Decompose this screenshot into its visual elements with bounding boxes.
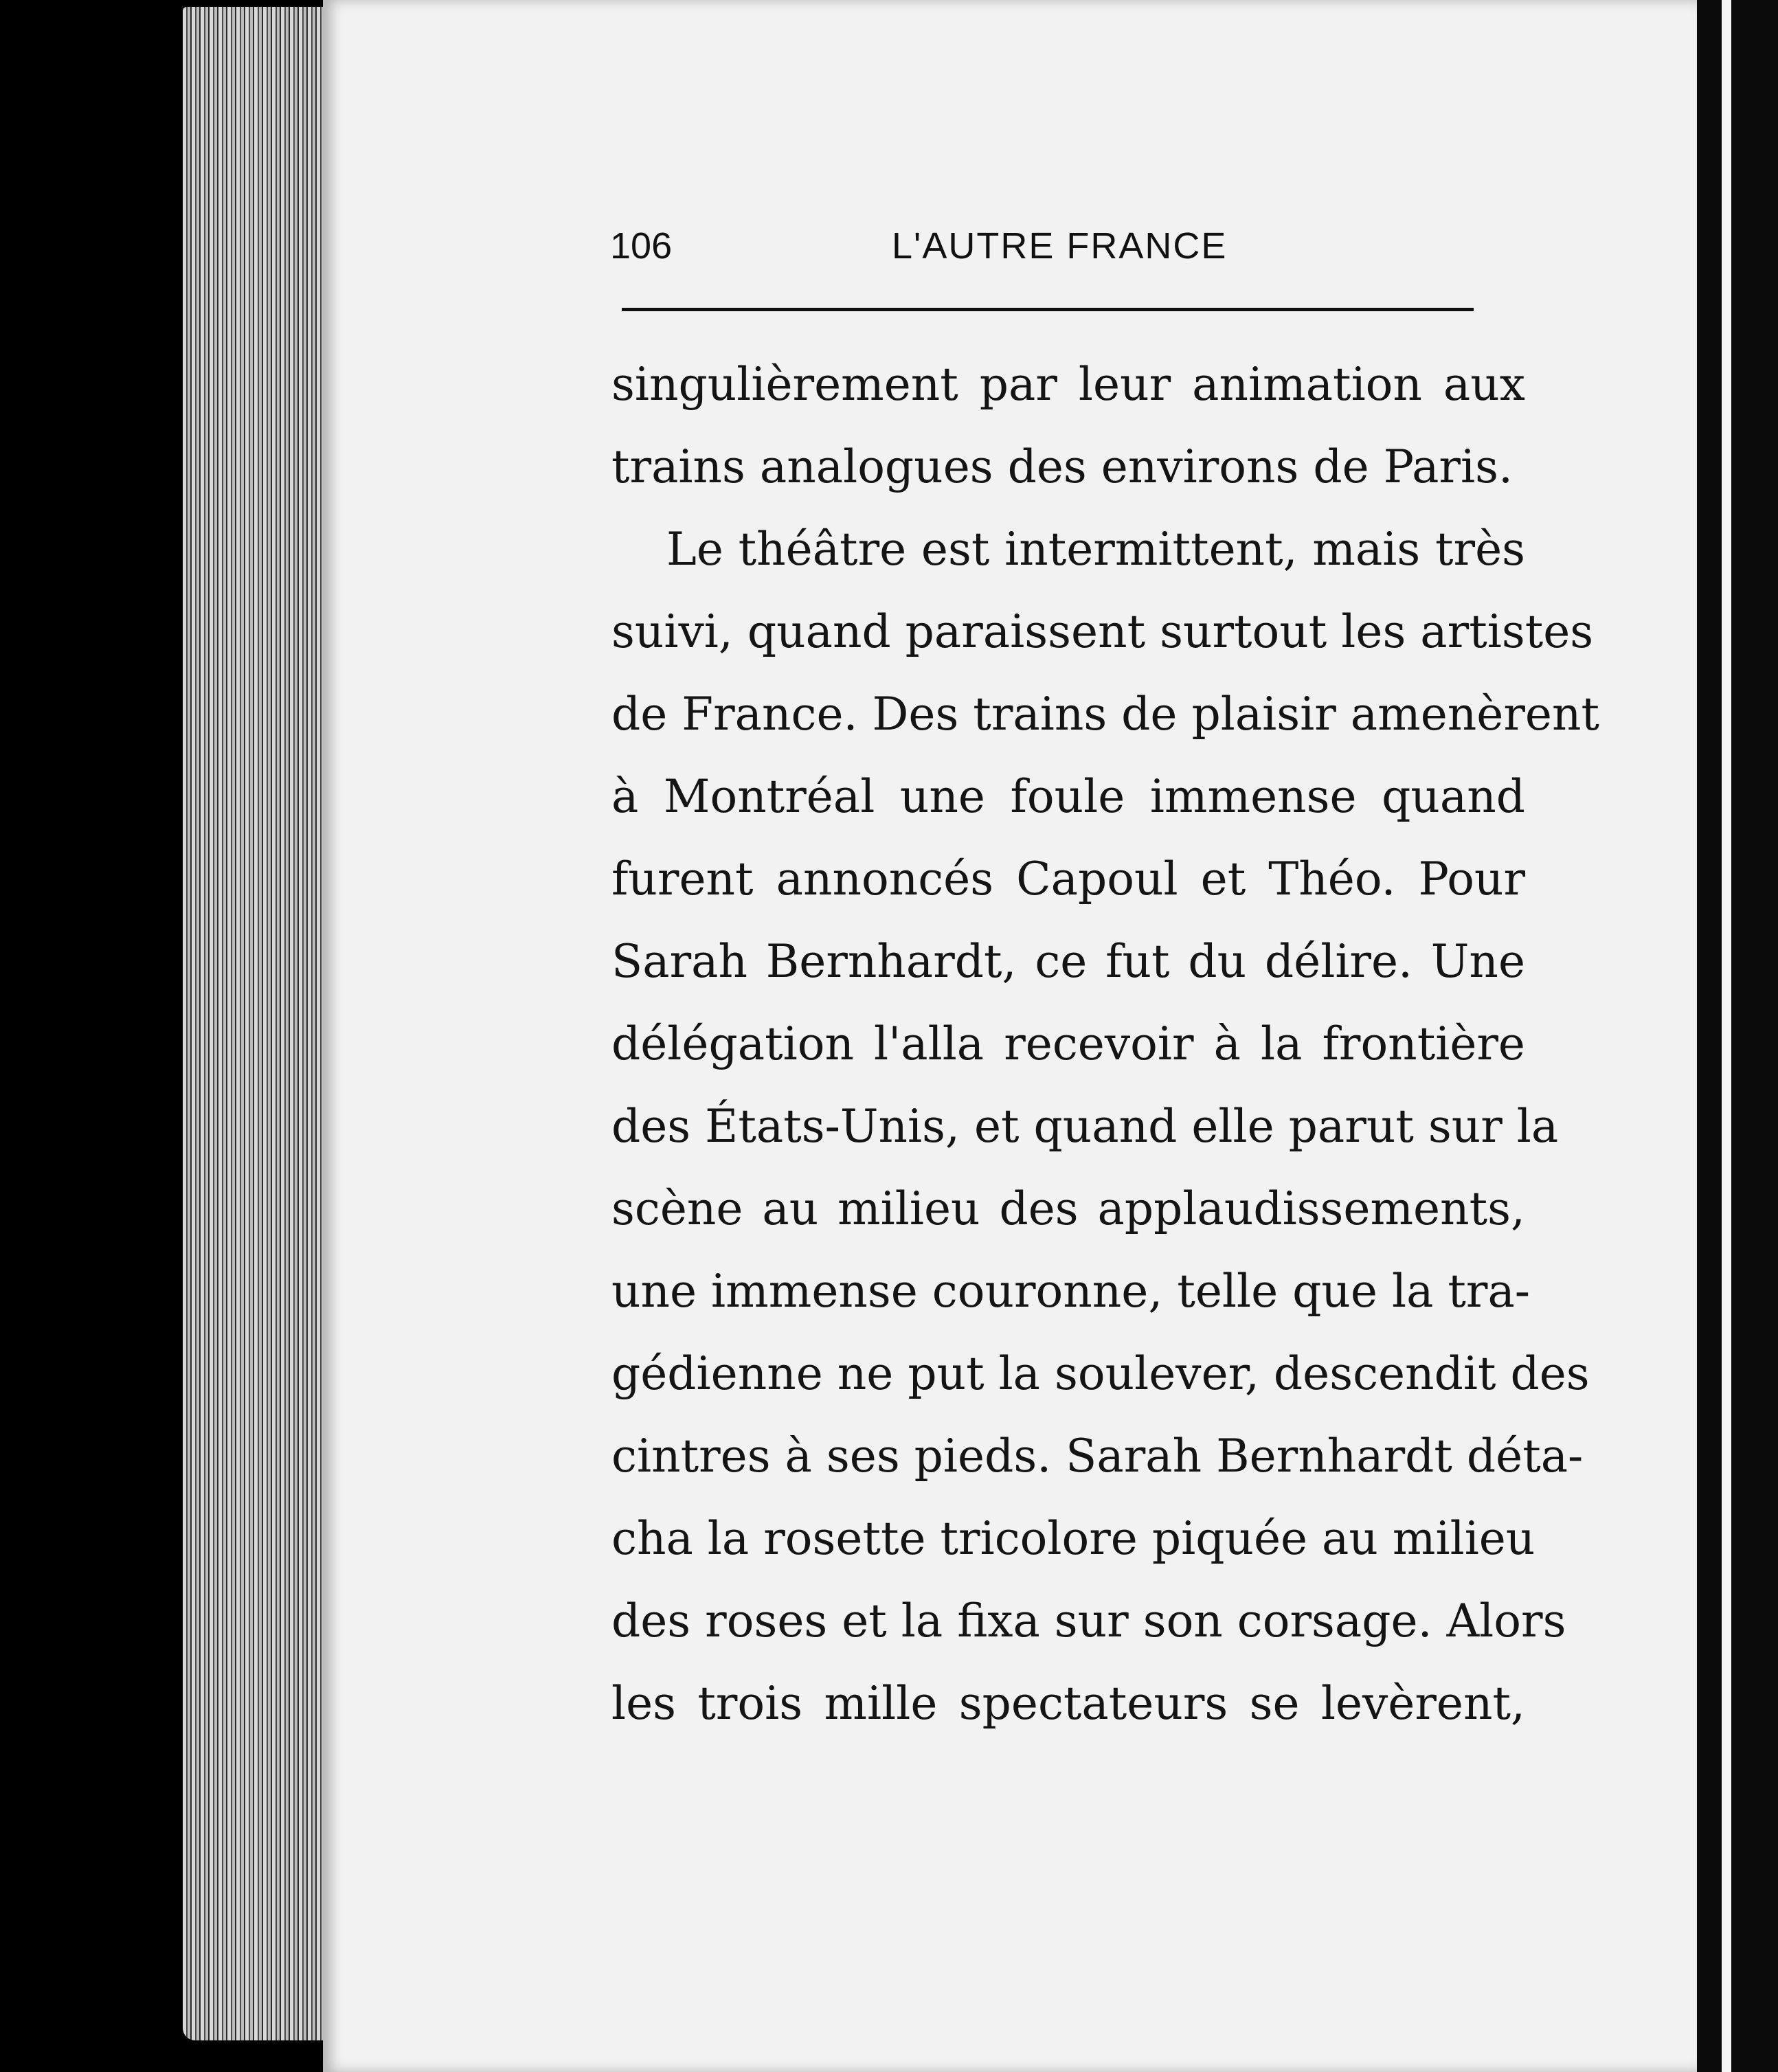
text-line: à Montréal une foule immense quand	[611, 770, 1525, 823]
text-line: singulièrement par leur animation aux	[611, 358, 1525, 411]
page-number: 106	[610, 225, 673, 267]
text-line: les trois mille spectateurs se levèrent,	[611, 1677, 1525, 1730]
text-line: suivi, quand paraissent surtout les artistes	[611, 605, 1594, 658]
text-line: des roses et la fixa sur son corsage. Alors	[611, 1595, 1566, 1647]
scan-edge-line	[1722, 0, 1731, 2072]
scan-border-right	[1697, 0, 1778, 2072]
body-text	[611, 344, 1599, 1759]
text-line: scène au milieu des applaudissements,	[611, 1182, 1525, 1235]
page-stack-edges	[183, 7, 327, 2040]
text-line: trains analogues des environs de Paris.	[611, 440, 1513, 493]
text-line: des États-Unis, et quand elle parut sur la	[611, 1100, 1559, 1153]
text-line: de France. Des trains de plaisir amenèrent	[611, 688, 1599, 741]
text-line: Le théâtre est intermittent, mais très	[666, 523, 1525, 576]
text-line: cha la rosette tricolore piquée au milieu	[611, 1512, 1535, 1565]
running-title: L'AUTRE FRANCE	[892, 225, 1228, 267]
text-line: furent annoncés Capoul et Théo. Pour	[611, 853, 1525, 905]
text-line: une immense couronne, telle que la tra-	[611, 1265, 1531, 1318]
text-line: cintres à ses pieds. Sarah Bernhardt déta-	[611, 1430, 1584, 1483]
text-line: délégation l'alla recevoir à la frontière	[611, 1017, 1525, 1070]
header-rule	[622, 308, 1474, 311]
running-head	[610, 218, 1469, 273]
text-line: gédienne ne put la soulever, descendit des	[611, 1347, 1590, 1400]
text-line: Sarah Bernhardt, ce fut du délire. Une	[611, 935, 1525, 988]
